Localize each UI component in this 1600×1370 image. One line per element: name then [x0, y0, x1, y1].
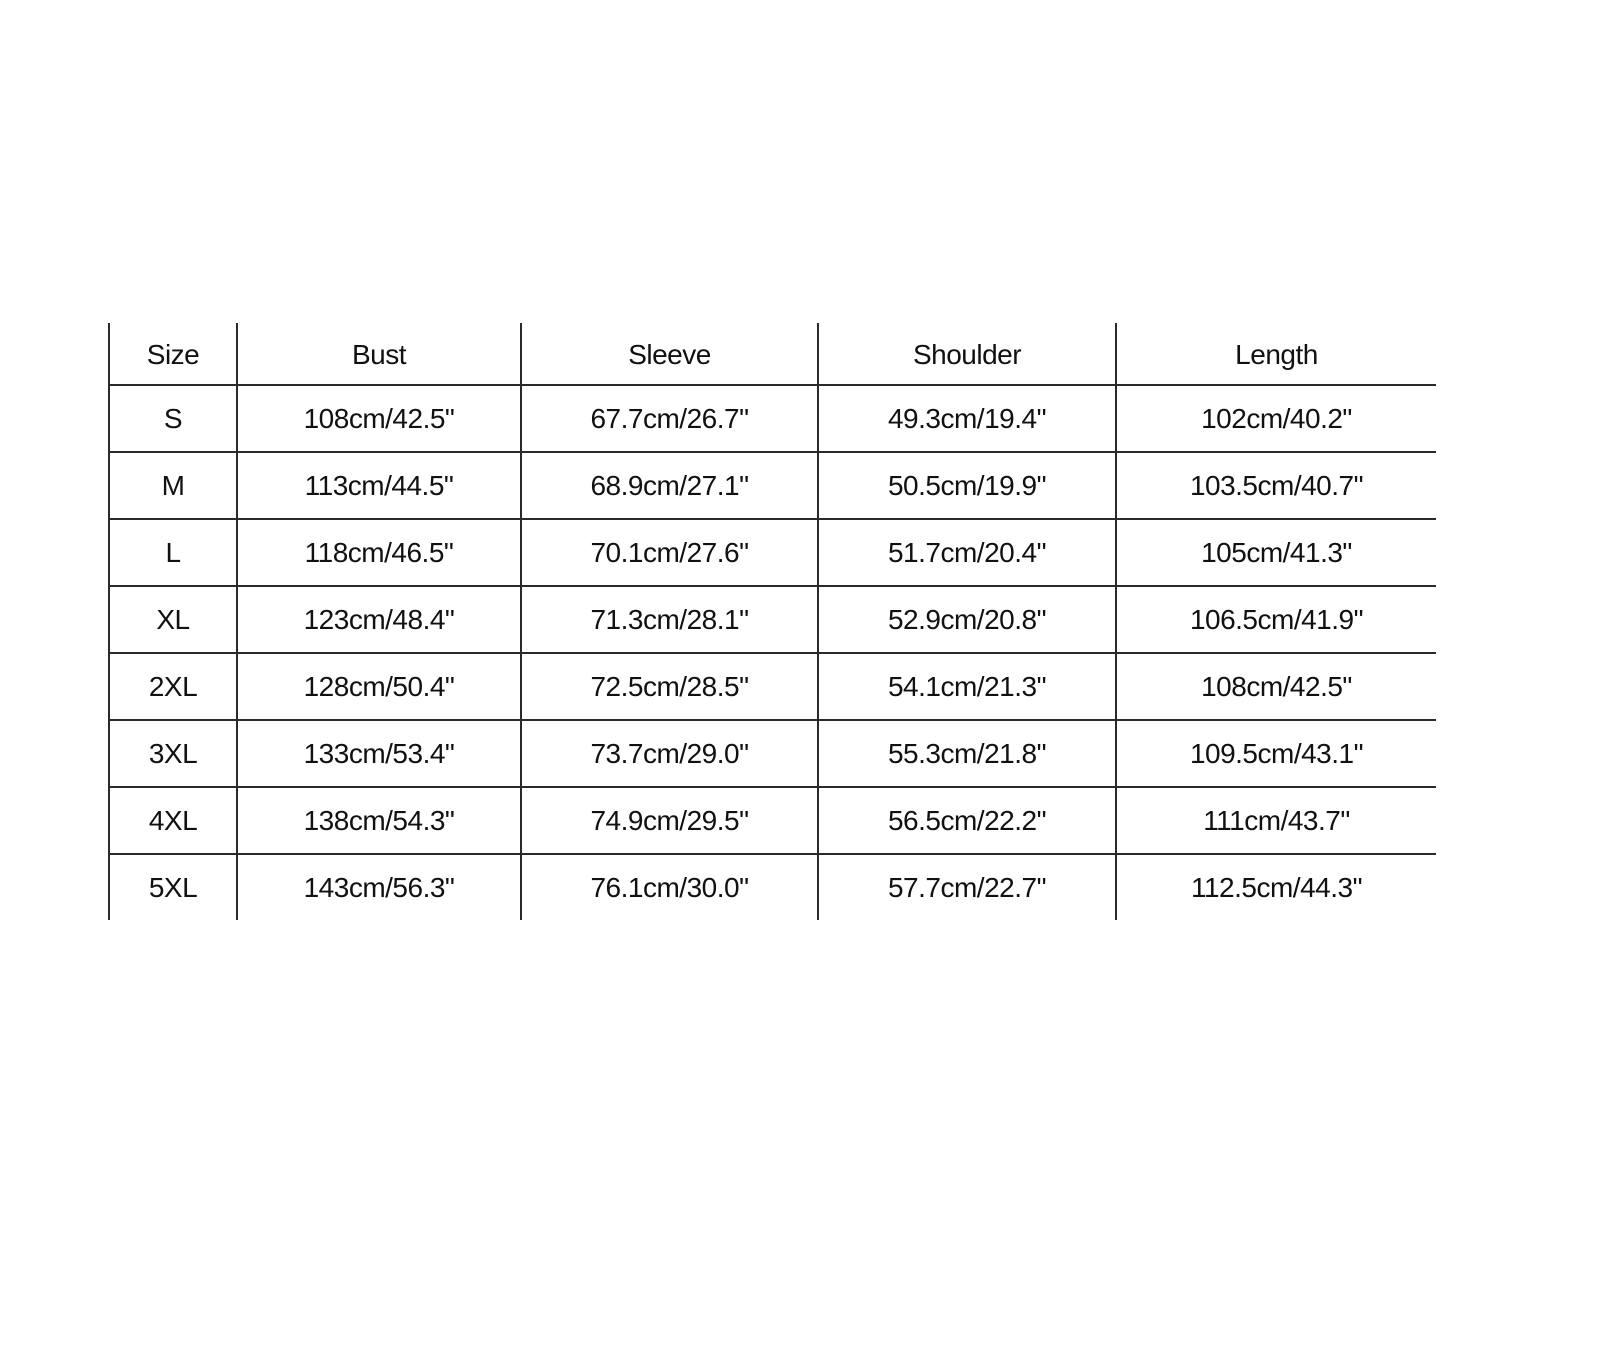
bust-cell: 143cm/56.3"	[237, 854, 521, 920]
size-cell: XL	[109, 586, 237, 653]
shoulder-cell: 57.7cm/22.7"	[818, 854, 1116, 920]
bust-cell: 113cm/44.5"	[237, 452, 521, 519]
length-cell: 109.5cm/43.1"	[1116, 720, 1436, 787]
bust-cell: 123cm/48.4"	[237, 586, 521, 653]
length-cell: 106.5cm/41.9"	[1116, 586, 1436, 653]
length-cell: 108cm/42.5"	[1116, 653, 1436, 720]
size-cell: L	[109, 519, 237, 586]
bust-cell: 118cm/46.5"	[237, 519, 521, 586]
size-cell: 5XL	[109, 854, 237, 920]
table-row	[109, 854, 1436, 920]
sleeve-cell: 74.9cm/29.5"	[521, 787, 818, 854]
sleeve-cell: 76.1cm/30.0"	[521, 854, 818, 920]
sleeve-cell: 73.7cm/29.0"	[521, 720, 818, 787]
sleeve-cell: 72.5cm/28.5"	[521, 653, 818, 720]
shoulder-cell: 50.5cm/19.9"	[818, 452, 1116, 519]
bust-cell: 128cm/50.4"	[237, 653, 521, 720]
size-cell: 4XL	[109, 787, 237, 854]
size-cell: 3XL	[109, 720, 237, 787]
sleeve-cell: 68.9cm/27.1"	[521, 452, 818, 519]
bust-cell: 138cm/54.3"	[237, 787, 521, 854]
table-row	[109, 787, 1436, 854]
table-row	[109, 720, 1436, 787]
shoulder-cell: 56.5cm/22.2"	[818, 787, 1116, 854]
length-cell: 112.5cm/44.3"	[1116, 854, 1436, 920]
sleeve-cell: 67.7cm/26.7"	[521, 385, 818, 452]
header-row	[109, 323, 1436, 385]
sleeve-cell: 71.3cm/28.1"	[521, 586, 818, 653]
table-row	[109, 653, 1436, 720]
table-row	[109, 385, 1436, 452]
header-bust: Bust	[237, 323, 521, 385]
shoulder-cell: 51.7cm/20.4"	[818, 519, 1116, 586]
table-row	[109, 586, 1436, 653]
header-sleeve: Sleeve	[521, 323, 818, 385]
bust-cell: 133cm/53.4"	[237, 720, 521, 787]
sleeve-cell: 70.1cm/27.6"	[521, 519, 818, 586]
size-cell: 2XL	[109, 653, 237, 720]
length-cell: 105cm/41.3"	[1116, 519, 1436, 586]
table-row	[109, 519, 1436, 586]
size-cell: M	[109, 452, 237, 519]
size-cell: S	[109, 385, 237, 452]
header-length: Length	[1116, 323, 1436, 385]
shoulder-cell: 54.1cm/21.3"	[818, 653, 1116, 720]
shoulder-cell: 55.3cm/21.8"	[818, 720, 1116, 787]
header-shoulder: Shoulder	[818, 323, 1116, 385]
table-row	[109, 452, 1436, 519]
length-cell: 111cm/43.7"	[1116, 787, 1436, 854]
shoulder-cell: 52.9cm/20.8"	[818, 586, 1116, 653]
length-cell: 103.5cm/40.7"	[1116, 452, 1436, 519]
shoulder-cell: 49.3cm/19.4"	[818, 385, 1116, 452]
bust-cell: 108cm/42.5"	[237, 385, 521, 452]
length-cell: 102cm/40.2"	[1116, 385, 1436, 452]
header-size: Size	[109, 323, 237, 385]
size-chart-table	[108, 323, 1436, 920]
